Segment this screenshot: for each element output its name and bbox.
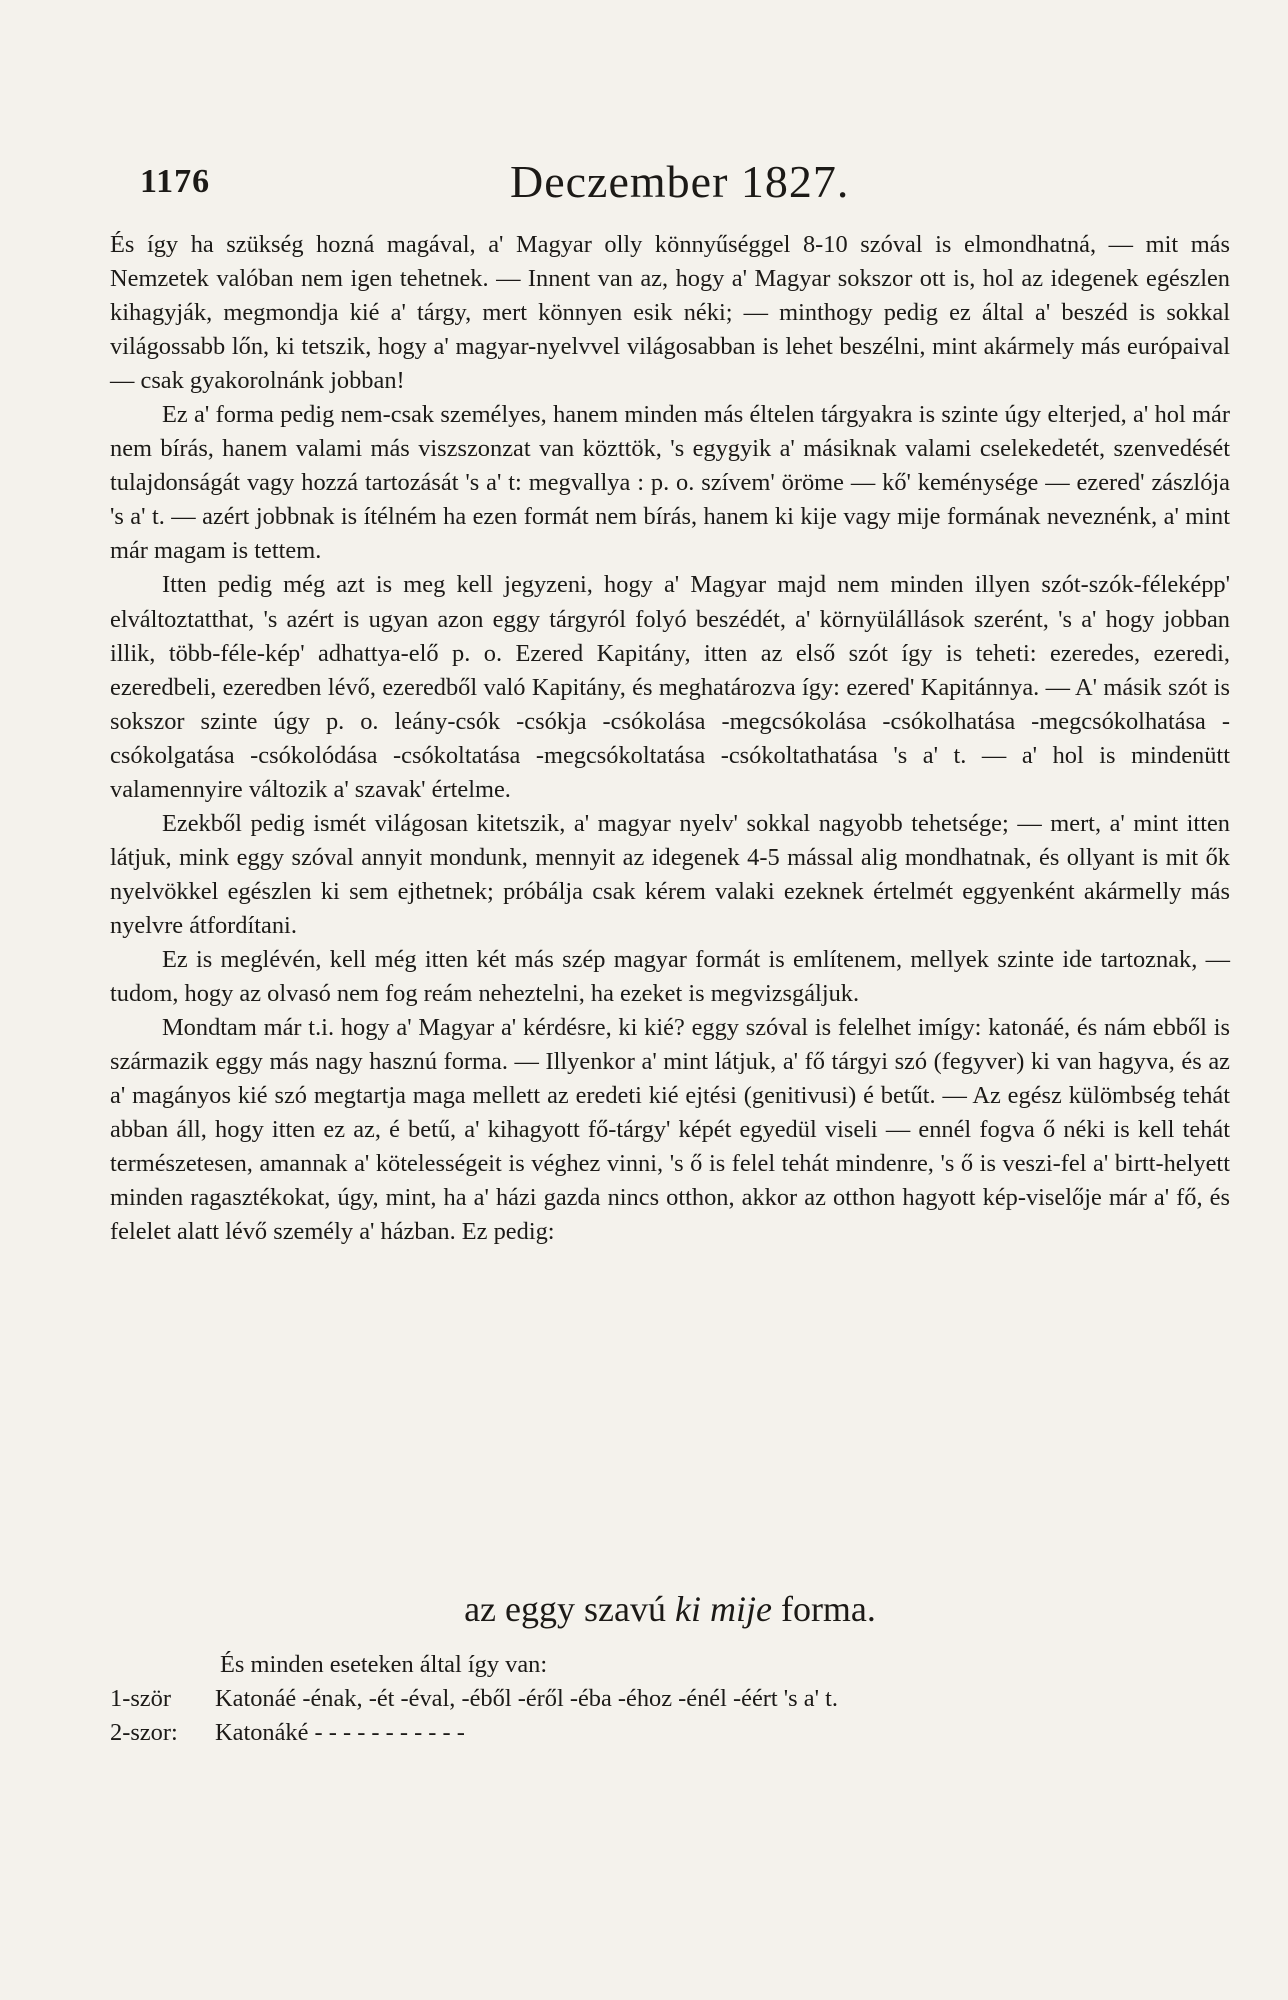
- paragraph: És így ha szükség hozná magával, a' Magyar olly könnyűséggel 8-10 szóval is elmondhatná, — mit más Nemzetek valóban nem igen tehetnek. — Innent van az, hogy a' Magyar sokszor ott is, hol az idegenek egészlen kihagyják, megmondja kié a' tárgy, mert könnyen esik néki; — minthogy pedig ez által a' beszéd is sokkal világossabb lőn, ki tetszik, hogy a' magyar-nyelvvel világosabban is lehet beszélni, mint akármely más európaival — csak gyakorolnánk jobban!: [110, 231, 1230, 395]
- page-header: [140, 155, 1190, 225]
- paragraph: Ez is meglévén, kell még itten két más szép magyar formát is említenem, mellyek szinte ide tartoznak, — tudom, hogy az olvasó nem fog reám neheztelni, ha ezeket is megvizsgáljuk.: [110, 945, 1230, 1008]
- declension-block: [110, 1648, 1230, 1750]
- declension-forms: Katonáé -énak, -ét -éval, -éből -éről -éba -éhoz -énél -éért 's a' t.: [215, 1685, 838, 1712]
- declension-row: [110, 1682, 1230, 1716]
- body-text: [110, 228, 1230, 1249]
- declension-intro: És minden eseteken által így van:: [220, 1651, 548, 1678]
- heading-italic-text: ki mije: [674, 1589, 772, 1629]
- declension-forms: Katonáké - - - - - - - - - - -: [215, 1719, 465, 1746]
- section-heading: [110, 1588, 1230, 1630]
- declension-label: 2-szor:: [110, 1719, 178, 1746]
- page-number: 1176: [140, 163, 211, 200]
- header-title: Deczember 1827.: [510, 156, 850, 207]
- heading-text: forma.: [771, 1589, 876, 1629]
- paragraph: Ez a' forma pedig nem-csak személyes, hanem minden más éltelen tárgyakra is szinte úgy elterjed, a' hol már nem bírás, hanem valami más viszszonzat van közttök, 's egygyik a' másiknak valami cselekedetét, szenvedését tulajdonságát vagy hozzá tartozását 's a' t: megvallya : p. o. szívem' öröme — kő' keménysége — ezered' zászlója 's a' t. — azért jobbnak is ítélném ha ezen formát nem bírás, hanem ki kije vagy mije formának neveznénk, a' mint már magam is tettem.: [110, 401, 1230, 565]
- paragraph: Itten pedig még azt is meg kell jegyzeni, hogy a' Magyar majd nem minden illyen szót-szók-féleképp' elváltoztatthat, 's azért is ugyan azon eggy tárgyról folyó beszédét, a' környülállások szerént, 's a' hogy jobban illik, több-féle-kép' adhattya-elő p. o. Ezered Kapitány, itten az első szót így is teheti: ezeredes, ezeredi, ezeredbeli, ezeredben lévő, ezeredből való Kapitány, és meghatározva így: ezered' Kapitánnya. — A' másik szót is sokszor szinte úgy p. o. leány-csók -csókja -csókolása -megcsókolása -csókolhatása -megcsókolhatása -csókolgatása -csókolódása -csókoltatása -megcsókoltatása -csókoltathatása 's a' t. — a' hol is mindenütt valamennyire változik a' szavak' értelme.: [110, 571, 1230, 803]
- heading-text: az eggy szavú: [464, 1589, 675, 1629]
- paragraph: Mondtam már t.i. hogy a' Magyar a' kérdésre, ki kié? eggy szóval is felelhet imígy: katonáé, és nám ebből is származik eggy más nagy hasznú forma. — Illyenkor a' mint látjuk, a' fő tárgyi szó (fegyver) ki van hagyva, és az a' magányos kié szó megtartja maga mellett az eredeti kié ejtési (genitivusi) é betűt. — Az egész külömbség tehát abban áll, hogy itten ez az, é betű, a' kihagyott fő-tárgy' képét egyedül viseli — ennél fogva ő néki is kell tehát természetesen, amannak a' kötelességeit is véghez vinni, 's ő is felel tehát mindenre, 's ő is veszi-fel a' birtt-helyett minden ragasztékokat, úgy, mint, ha a' házi gazda nincs otthon, akkor az otthon hagyott kép-viselője már a' fő, és felelet alatt lévő személy a' házban. Ez pedig:: [110, 1014, 1230, 1246]
- declension-label: 1-ször: [110, 1685, 171, 1712]
- paragraph: Ezekből pedig ismét világosan kitetszik, a' magyar nyelv' sokkal nagyobb tehetsége; — mert, a' mint itten látjuk, mink eggy szóval annyit mondunk, mennyit az idegenek 4-5 mással alig mondhatnak, és ollyant is mit ők nyelvökkel egészlen ki sem ejthetnek; próbálja csak kérem valaki ezeknek értelmét eggyenként akármelly más nyelvre átfordítani.: [110, 809, 1230, 939]
- declension-row: [110, 1716, 1230, 1750]
